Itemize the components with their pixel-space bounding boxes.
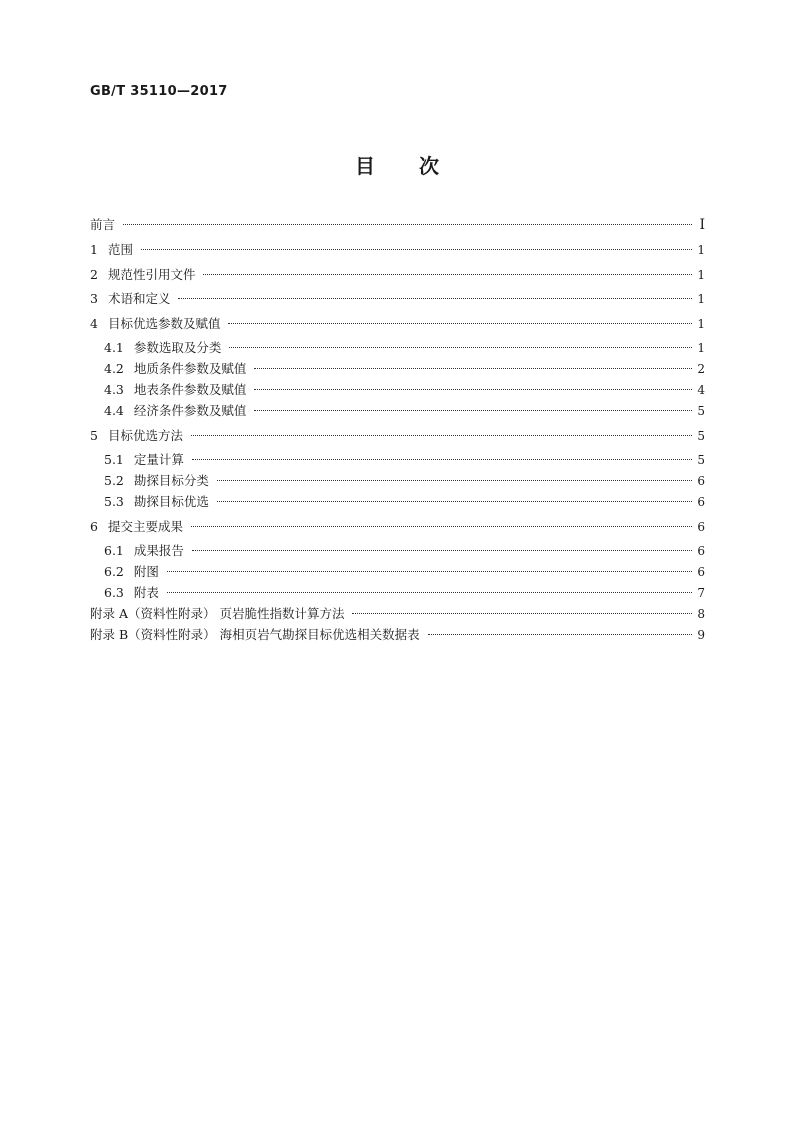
toc-section-number: 5.1	[104, 452, 124, 467]
toc-page-number: 5	[697, 453, 705, 467]
toc-entry-appendix-a[interactable]	[90, 604, 705, 625]
toc-section-number: 4	[90, 315, 98, 331]
toc-entry-4-2[interactable]	[90, 359, 705, 380]
toc-section-number: 6.2	[104, 564, 124, 579]
toc-entry-text: 附录 A（资料性附录） 页岩脆性指数计算方法	[90, 606, 345, 621]
toc-page-number: 1	[697, 316, 705, 331]
dot-leader	[192, 550, 692, 551]
toc-section-number: 4.2	[104, 361, 124, 376]
toc-entry-5[interactable]	[90, 426, 705, 451]
dot-leader	[217, 501, 692, 502]
toc-entry-preface[interactable]	[90, 215, 705, 238]
toc-entry-text: 提交主要成果	[107, 518, 183, 534]
toc-entry-5-1[interactable]	[90, 450, 705, 471]
toc-section-number: 4.3	[104, 382, 124, 397]
toc-entry-text: 附表	[133, 585, 159, 600]
toc-section-number: 4.4	[104, 403, 124, 418]
dot-leader	[192, 459, 692, 460]
dot-leader	[229, 347, 692, 348]
toc-entry-text: 地质条件参数及赋值	[133, 361, 247, 376]
toc-page-number: 4	[697, 383, 705, 397]
dot-leader	[167, 592, 692, 593]
toc-page-number: 6	[697, 474, 705, 488]
toc-section-number: 4.1	[104, 340, 124, 355]
toc-entry-6-1[interactable]	[90, 541, 705, 562]
toc-entry-1[interactable]	[90, 240, 705, 265]
toc-section-number: 5.3	[104, 494, 124, 509]
toc-entry-text: 目标优选方法	[107, 427, 183, 443]
toc-entry-text: 目标优选参数及赋值	[107, 315, 221, 331]
dot-leader	[428, 634, 692, 635]
toc-entry-4[interactable]	[90, 314, 705, 339]
toc-entry-text: 定量计算	[133, 452, 184, 467]
toc-page-number: 1	[697, 243, 705, 257]
dot-leader	[228, 323, 692, 324]
toc-page-number: 6	[697, 519, 705, 534]
dot-leader	[191, 526, 692, 527]
dot-leader	[141, 249, 692, 250]
table-of-contents	[90, 215, 705, 646]
toc-page-number: 1	[697, 341, 705, 355]
toc-entry-2[interactable]	[90, 265, 705, 290]
toc-entry-text: 参数选取及分类	[133, 340, 222, 355]
toc-section-number: 1	[90, 242, 98, 257]
toc-page-number: 8	[697, 607, 705, 621]
toc-entry-text: 附图	[133, 564, 159, 579]
toc-entry-text: 成果报告	[133, 543, 184, 558]
toc-section-number: 5	[90, 427, 98, 443]
toc-page-number: 1	[697, 292, 705, 306]
toc-entry-6-2[interactable]	[90, 562, 705, 583]
toc-entry-text: 规范性引用文件	[107, 266, 196, 282]
dot-leader	[352, 613, 692, 614]
toc-entry-6-3[interactable]	[90, 583, 705, 604]
toc-entry-text: 附录 B（资料性附录） 海相页岩气勘探目标优选相关数据表	[90, 627, 420, 642]
toc-page-number: 9	[697, 628, 705, 642]
toc-entry-text: 前言	[90, 217, 116, 232]
toc-page-number: 6	[697, 565, 705, 579]
toc-entry-text: 地表条件参数及赋值	[133, 382, 247, 397]
toc-entry-5-3[interactable]	[90, 492, 705, 517]
toc-entry-4-1[interactable]	[90, 338, 705, 359]
toc-entry-text: 勘探目标优选	[133, 494, 209, 509]
toc-section-number: 6	[90, 518, 98, 534]
toc-section-number: 3	[90, 291, 98, 306]
dot-leader	[123, 224, 692, 225]
dot-leader	[203, 274, 692, 275]
toc-page-number: I	[699, 217, 705, 233]
toc-page-number: 1	[697, 267, 705, 282]
toc-page-number: 6	[697, 544, 705, 558]
dot-leader	[191, 435, 692, 436]
page-title: 目次	[355, 154, 483, 178]
toc-entry-text: 术语和定义	[107, 291, 171, 306]
toc-page-number: 2	[697, 362, 705, 376]
toc-entry-appendix-b[interactable]	[90, 625, 705, 646]
toc-entry-text: 范围	[107, 242, 133, 257]
dot-leader	[217, 480, 692, 481]
dot-leader	[178, 298, 692, 299]
toc-section-number: 2	[90, 266, 98, 282]
toc-entry-6[interactable]	[90, 517, 705, 542]
dot-leader	[254, 389, 692, 390]
toc-entry-4-4[interactable]	[90, 401, 705, 426]
toc-section-number: 6.3	[104, 585, 124, 600]
toc-section-number: 6.1	[104, 543, 124, 558]
toc-page-number: 7	[697, 586, 705, 600]
toc-entry-4-3[interactable]	[90, 380, 705, 401]
toc-entry-text: 经济条件参数及赋值	[133, 403, 247, 418]
toc-entry-text: 勘探目标分类	[133, 473, 209, 488]
toc-section-number: 5.2	[104, 473, 124, 488]
standard-code: GB/T 35110—2017	[90, 84, 228, 99]
toc-entry-5-2[interactable]	[90, 471, 705, 492]
toc-page-number: 5	[697, 428, 705, 443]
dot-leader	[254, 410, 692, 411]
dot-leader	[254, 368, 692, 369]
toc-page-number: 6	[697, 495, 705, 509]
toc-entry-3[interactable]	[90, 289, 705, 314]
toc-page-number: 5	[697, 404, 705, 418]
dot-leader	[167, 571, 692, 572]
